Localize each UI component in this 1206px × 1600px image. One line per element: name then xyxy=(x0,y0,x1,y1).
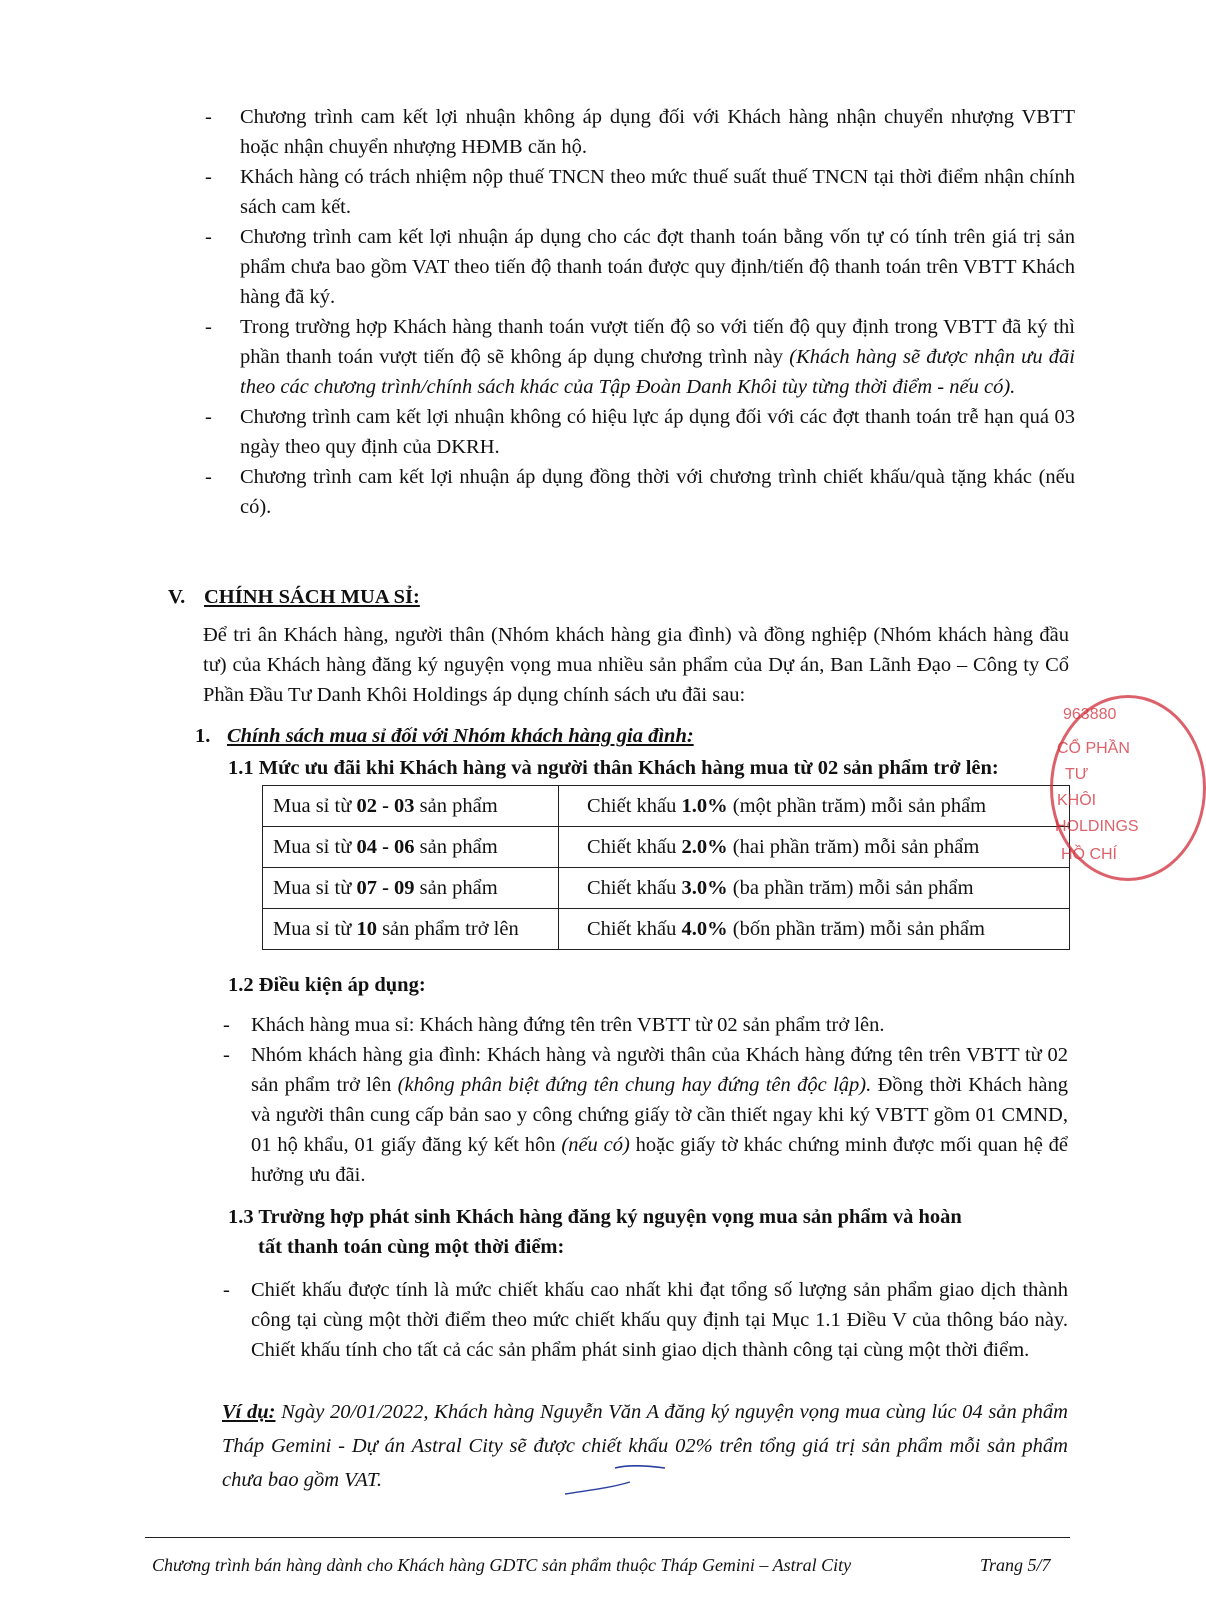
table-row xyxy=(263,827,1070,868)
table-cell: Chiết khấu 2.0% (hai phần trăm) mỗi sản phẩm xyxy=(559,827,1070,868)
conditions-list xyxy=(223,1010,1068,1190)
table-cell: Mua sỉ từ 02 - 03 sản phẩm xyxy=(263,786,559,827)
page-number: Trang 5/7 xyxy=(980,1555,1051,1575)
table-row xyxy=(263,868,1070,909)
subsection-heading: 1. Chính sách mua sỉ đối với Nhóm khách hàng gia đình: xyxy=(195,725,694,747)
table-row xyxy=(263,786,1070,827)
table-cell: Chiết khấu 3.0% (ba phần trăm) mỗi sản phẩm xyxy=(559,868,1070,909)
bullet-item: - Chương trình cam kết lợi nhuận không áp dụng đối với Khách hàng nhận chuyển nhượng VBTT hoặc nhận chuyển nhượng HĐMB căn hộ. xyxy=(205,106,1075,158)
company-seal-stamp: 963880 CỔ PHẦN TƯ KHÔI HOLDINGS HỒ CHÍ xyxy=(1050,695,1206,881)
signature-mark xyxy=(560,1460,670,1500)
bullet-item: - Trong trường hợp Khách hàng thanh toán vượt tiến độ so với tiến độ quy định trong VBTT đã ký thì phần thanh toán vượt tiến độ sẽ không áp dụng chương trình này (Khách hàng sẽ được nhận ưu đãi theo các chương trình/chính sách khác của Tập Đoàn Danh Khôi tùy từng thời điểm - nếu có). xyxy=(205,316,1075,398)
table-cell: Mua sỉ từ 04 - 06 sản phẩm xyxy=(263,827,559,868)
bullet-item: - Chiết khấu được tính là mức chiết khấu cao nhất khi đạt tổng số lượng sản phẩm giao dịch thành công tại cùng một thời điểm theo mức chiết khấu quy định tại Mục 1.1 Điều V của thông báo này. Chiết khấu tính cho tất cả các sản phẩm phát sinh giao dịch thành công tại cùng một thời điểm. xyxy=(223,1279,1068,1361)
commitment-bullet-list xyxy=(205,102,1075,522)
bullet-item: - Khách hàng mua sỉ: Khách hàng đứng tên trên VBTT từ 02 sản phẩm trở lên. xyxy=(223,1014,885,1036)
bullet-item: - Chương trình cam kết lợi nhuận áp dụng đồng thời với chương trình chiết khấu/quà tặng khác (nếu có). xyxy=(205,466,1075,518)
table-cell: Mua sỉ từ 07 - 09 sản phẩm xyxy=(263,868,559,909)
subsection-1-3-heading: 1.3 Trường hợp phát sinh Khách hàng đăng ký nguyện vọng mua sản phẩm và hoàn tất thanh toán cùng một thời điểm: xyxy=(228,1206,962,1258)
table-cell: Chiết khấu 1.0% (một phần trăm) mỗi sản phẩm xyxy=(559,786,1070,827)
table-row xyxy=(263,909,1070,950)
subsection-1-2-heading: 1.2 Điều kiện áp dụng: xyxy=(228,974,426,996)
discount-table xyxy=(262,785,1070,950)
bullet-item: - Chương trình cam kết lợi nhuận không có hiệu lực áp dụng đối với các đợt thanh toán trễ hạn quá 03 ngày theo quy định của DKRH. xyxy=(205,406,1075,458)
section-intro: Để tri ân Khách hàng, người thân (Nhóm khách hàng gia đình) và đồng nghiệp (Nhóm khách hàng đầu tư) của Khách hàng đăng ký nguyện vọng mua nhiều sản phẩm của Dự án, Ban Lãnh Đạo – Công ty Cổ Phần Đầu Tư Danh Khôi Holdings áp dụng chính sách ưu đãi sau: xyxy=(203,624,1069,706)
subsection-1-1-heading: 1.1 Mức ưu đãi khi Khách hàng và người thân Khách hàng mua từ 02 sản phẩm trở lên: xyxy=(228,757,999,779)
bullet-item: - Chương trình cam kết lợi nhuận áp dụng cho các đợt thanh toán bằng vốn tự có tính trên giá trị sản phẩm chưa bao gồm VAT theo tiến độ thanh toán được quy định/tiến độ thanh toán trên VBTT Khách hàng đã ký. xyxy=(205,226,1075,308)
table-cell: Chiết khấu 4.0% (bốn phần trăm) mỗi sản phẩm xyxy=(559,909,1070,950)
example-paragraph: Ví dụ: Ngày 20/01/2022, Khách hàng Nguyễn Văn A đăng ký nguyện vọng mua cùng lúc 04 sản phẩm Tháp Gemini - Dự án Astral City sẽ được chiết khấu 02% trên tổng giá trị sản phẩm mỗi sản phẩm chưa bao gồm VAT. xyxy=(222,1401,1068,1491)
section-heading: V. CHÍNH SÁCH MUA SỈ: xyxy=(168,586,420,608)
bullet-item: - Nhóm khách hàng gia đình: Khách hàng và người thân của Khách hàng đứng tên trên VBTT từ 02 sản phẩm trở lên (không phân biệt đứng tên chung hay đứng tên độc lập). Đồng thời Khách hàng và người thân cung cấp bản sao y công chứng giấy tờ cần thiết ngay khi ký VBTT gồm 01 CMND, 01 hộ khẩu, 01 giấy đăng ký kết hôn (nếu có) hoặc giấy tờ khác chứng minh được mối quan hệ để hưởng ưu đãi. xyxy=(223,1044,1068,1186)
subsection-1-3-list xyxy=(223,1275,1068,1365)
footer-title: Chương trình bán hàng dành cho Khách hàng GDTC sản phẩm thuộc Tháp Gemini – Astral City xyxy=(152,1555,852,1575)
footer-divider xyxy=(145,1537,1070,1538)
bullet-item: - Khách hàng có trách nhiệm nộp thuế TNCN theo mức thuế suất thuế TNCN tại thời điểm nhận chính sách cam kết. xyxy=(205,166,1075,218)
table-cell: Mua sỉ từ 10 sản phẩm trở lên xyxy=(263,909,559,950)
